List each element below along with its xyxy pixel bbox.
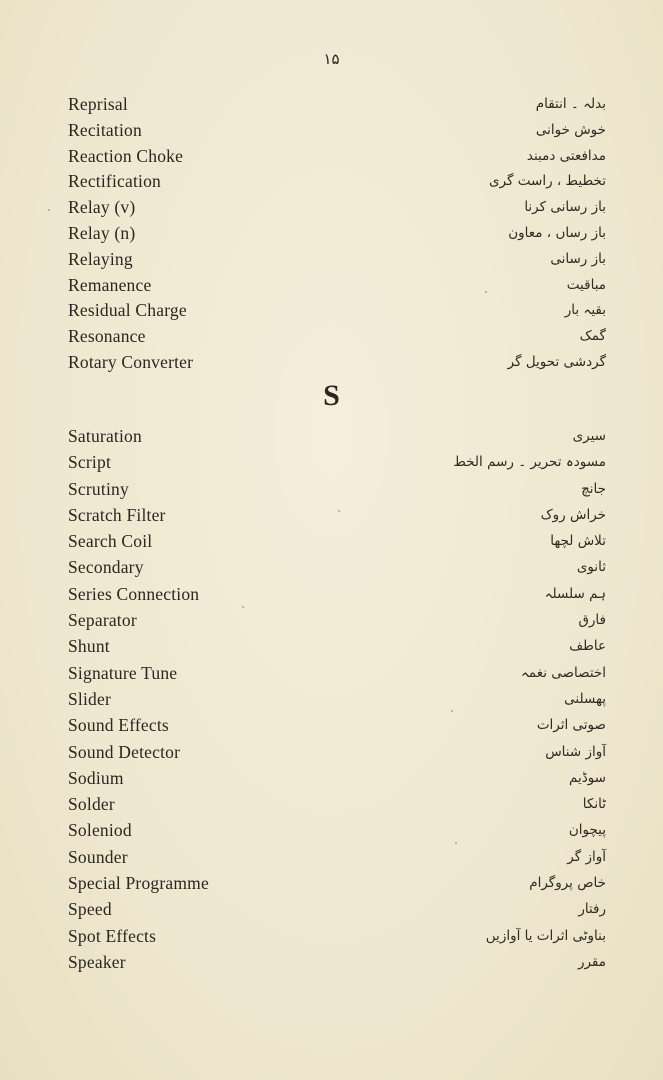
glossary-entry bbox=[0, 608, 663, 634]
english-term: Soleniod bbox=[68, 820, 132, 841]
glossary-entry bbox=[0, 871, 663, 897]
urdu-term: آواز گر bbox=[567, 848, 606, 865]
english-term: Script bbox=[68, 452, 112, 473]
english-term: Relaying bbox=[68, 248, 133, 269]
english-term: Sound Detector bbox=[68, 741, 181, 762]
urdu-term: خراش روک bbox=[540, 506, 606, 523]
urdu-term: گردشی تحویل گر bbox=[507, 353, 606, 370]
glossary-entry bbox=[0, 169, 663, 195]
english-term: Residual Charge bbox=[68, 300, 187, 321]
english-term: Sounder bbox=[68, 846, 128, 867]
urdu-term: گمک bbox=[579, 328, 606, 345]
glossary-entry bbox=[0, 477, 663, 503]
glossary-entry bbox=[0, 324, 663, 350]
urdu-term: باز رساں ، معاون bbox=[508, 224, 606, 241]
glossary-entry bbox=[0, 582, 663, 608]
urdu-term: رفتار bbox=[578, 901, 606, 918]
urdu-term: فارق bbox=[578, 612, 606, 629]
english-term: Resonance bbox=[68, 326, 146, 347]
english-term: Remanence bbox=[68, 274, 152, 295]
paper-speck bbox=[48, 209, 50, 211]
english-term: Recitation bbox=[68, 119, 142, 140]
glossary-entry bbox=[0, 634, 663, 660]
glossary-section-s bbox=[0, 424, 663, 976]
section-letter-heading: S bbox=[323, 379, 340, 412]
urdu-term: ٹانکا bbox=[582, 796, 606, 813]
urdu-term: عاطف bbox=[569, 638, 606, 655]
glossary-entry bbox=[0, 740, 663, 766]
urdu-term: جانچ bbox=[581, 480, 606, 497]
glossary-entry bbox=[0, 845, 663, 871]
glossary-entry bbox=[0, 503, 663, 529]
glossary-entry bbox=[0, 766, 663, 792]
english-term: Secondary bbox=[68, 557, 144, 578]
english-term: Speaker bbox=[68, 951, 126, 972]
paper-speck bbox=[338, 510, 340, 512]
glossary-entry bbox=[0, 144, 663, 170]
english-term: Solder bbox=[68, 794, 115, 815]
glossary-entry bbox=[0, 687, 663, 713]
glossary-entry bbox=[0, 195, 663, 221]
urdu-term: مقرر bbox=[577, 953, 606, 970]
urdu-term: خوش خوانی bbox=[535, 121, 606, 138]
urdu-term: آواز شناس bbox=[545, 743, 606, 760]
urdu-term: تخطیط ، راست گری bbox=[489, 173, 606, 190]
urdu-term: مدافعتی دمبند bbox=[526, 147, 606, 164]
paper-speck bbox=[485, 291, 487, 293]
glossary-entry bbox=[0, 950, 663, 976]
english-term: Saturation bbox=[68, 426, 142, 446]
glossary-entry bbox=[0, 118, 663, 144]
english-term: Shunt bbox=[68, 636, 110, 657]
english-term: Scrutiny bbox=[68, 478, 129, 499]
urdu-term: اختصاصی نغمہ bbox=[521, 664, 606, 681]
english-term: Series Connection bbox=[68, 583, 200, 604]
urdu-term: باز رسانی کرنا bbox=[524, 199, 606, 216]
glossary-entry bbox=[0, 221, 663, 247]
english-term: Separator bbox=[68, 610, 137, 631]
urdu-term: ثانوی bbox=[576, 559, 606, 576]
english-term: Rectification bbox=[68, 171, 161, 192]
english-term: Sound Effects bbox=[68, 715, 169, 736]
urdu-term: مباقیت bbox=[566, 276, 606, 293]
glossary-entry bbox=[0, 818, 663, 844]
urdu-term: ہم سلسلہ bbox=[544, 585, 606, 602]
urdu-term: صوتی اثرات bbox=[536, 717, 606, 734]
english-term: Scratch Filter bbox=[68, 504, 166, 525]
english-term: Reprisal bbox=[68, 94, 128, 114]
glossary-section-r bbox=[0, 92, 663, 376]
urdu-term: بدلہ ۔ انتقام bbox=[535, 96, 606, 112]
english-term: Reaction Choke bbox=[68, 145, 184, 166]
english-term: Sodium bbox=[68, 767, 124, 788]
urdu-term: سوڈیم bbox=[568, 769, 606, 786]
glossary-entry bbox=[0, 924, 663, 950]
glossary-entry bbox=[0, 555, 663, 581]
english-term: Special Programme bbox=[68, 873, 209, 894]
urdu-term: باز رسانی bbox=[550, 250, 606, 267]
urdu-term: مسودہ تحریر ۔ رسم الخط bbox=[453, 454, 606, 471]
english-term: Speed bbox=[68, 899, 112, 920]
english-term: Search Coil bbox=[68, 531, 153, 552]
english-term: Slider bbox=[68, 688, 112, 709]
english-term: Rotary Converter bbox=[68, 351, 194, 372]
glossary-entry bbox=[0, 792, 663, 818]
urdu-term: خاص پروگرام bbox=[529, 875, 606, 892]
glossary-entry bbox=[0, 897, 663, 923]
urdu-term: تلاش لچھا bbox=[550, 533, 606, 550]
glossary-entry bbox=[0, 350, 663, 376]
paper-speck bbox=[455, 842, 457, 844]
glossary-entry bbox=[0, 298, 663, 324]
english-term: Signature Tune bbox=[68, 662, 178, 683]
english-term: Relay (n) bbox=[68, 222, 136, 243]
glossary-entry bbox=[0, 247, 663, 273]
urdu-term: بناوٹی اثرات یا آوازیں bbox=[485, 927, 606, 944]
paper-speck bbox=[451, 710, 453, 712]
glossary-entry bbox=[0, 92, 663, 118]
paper-speck bbox=[242, 606, 244, 608]
glossary-entry bbox=[0, 661, 663, 687]
glossary-entry bbox=[0, 713, 663, 739]
glossary-entry bbox=[0, 529, 663, 555]
english-term: Spot Effects bbox=[68, 925, 157, 946]
urdu-term: سیری bbox=[572, 428, 606, 444]
glossary-entry bbox=[0, 424, 663, 450]
glossary-entry bbox=[0, 273, 663, 299]
urdu-term: پیچوان bbox=[568, 822, 606, 839]
english-term: Relay (v) bbox=[68, 197, 136, 218]
urdu-term: پھسلنی bbox=[564, 690, 606, 707]
urdu-term: بقیہ بار bbox=[564, 302, 606, 319]
page-number: ۱۵ bbox=[323, 50, 340, 68]
glossary-entry bbox=[0, 450, 663, 476]
